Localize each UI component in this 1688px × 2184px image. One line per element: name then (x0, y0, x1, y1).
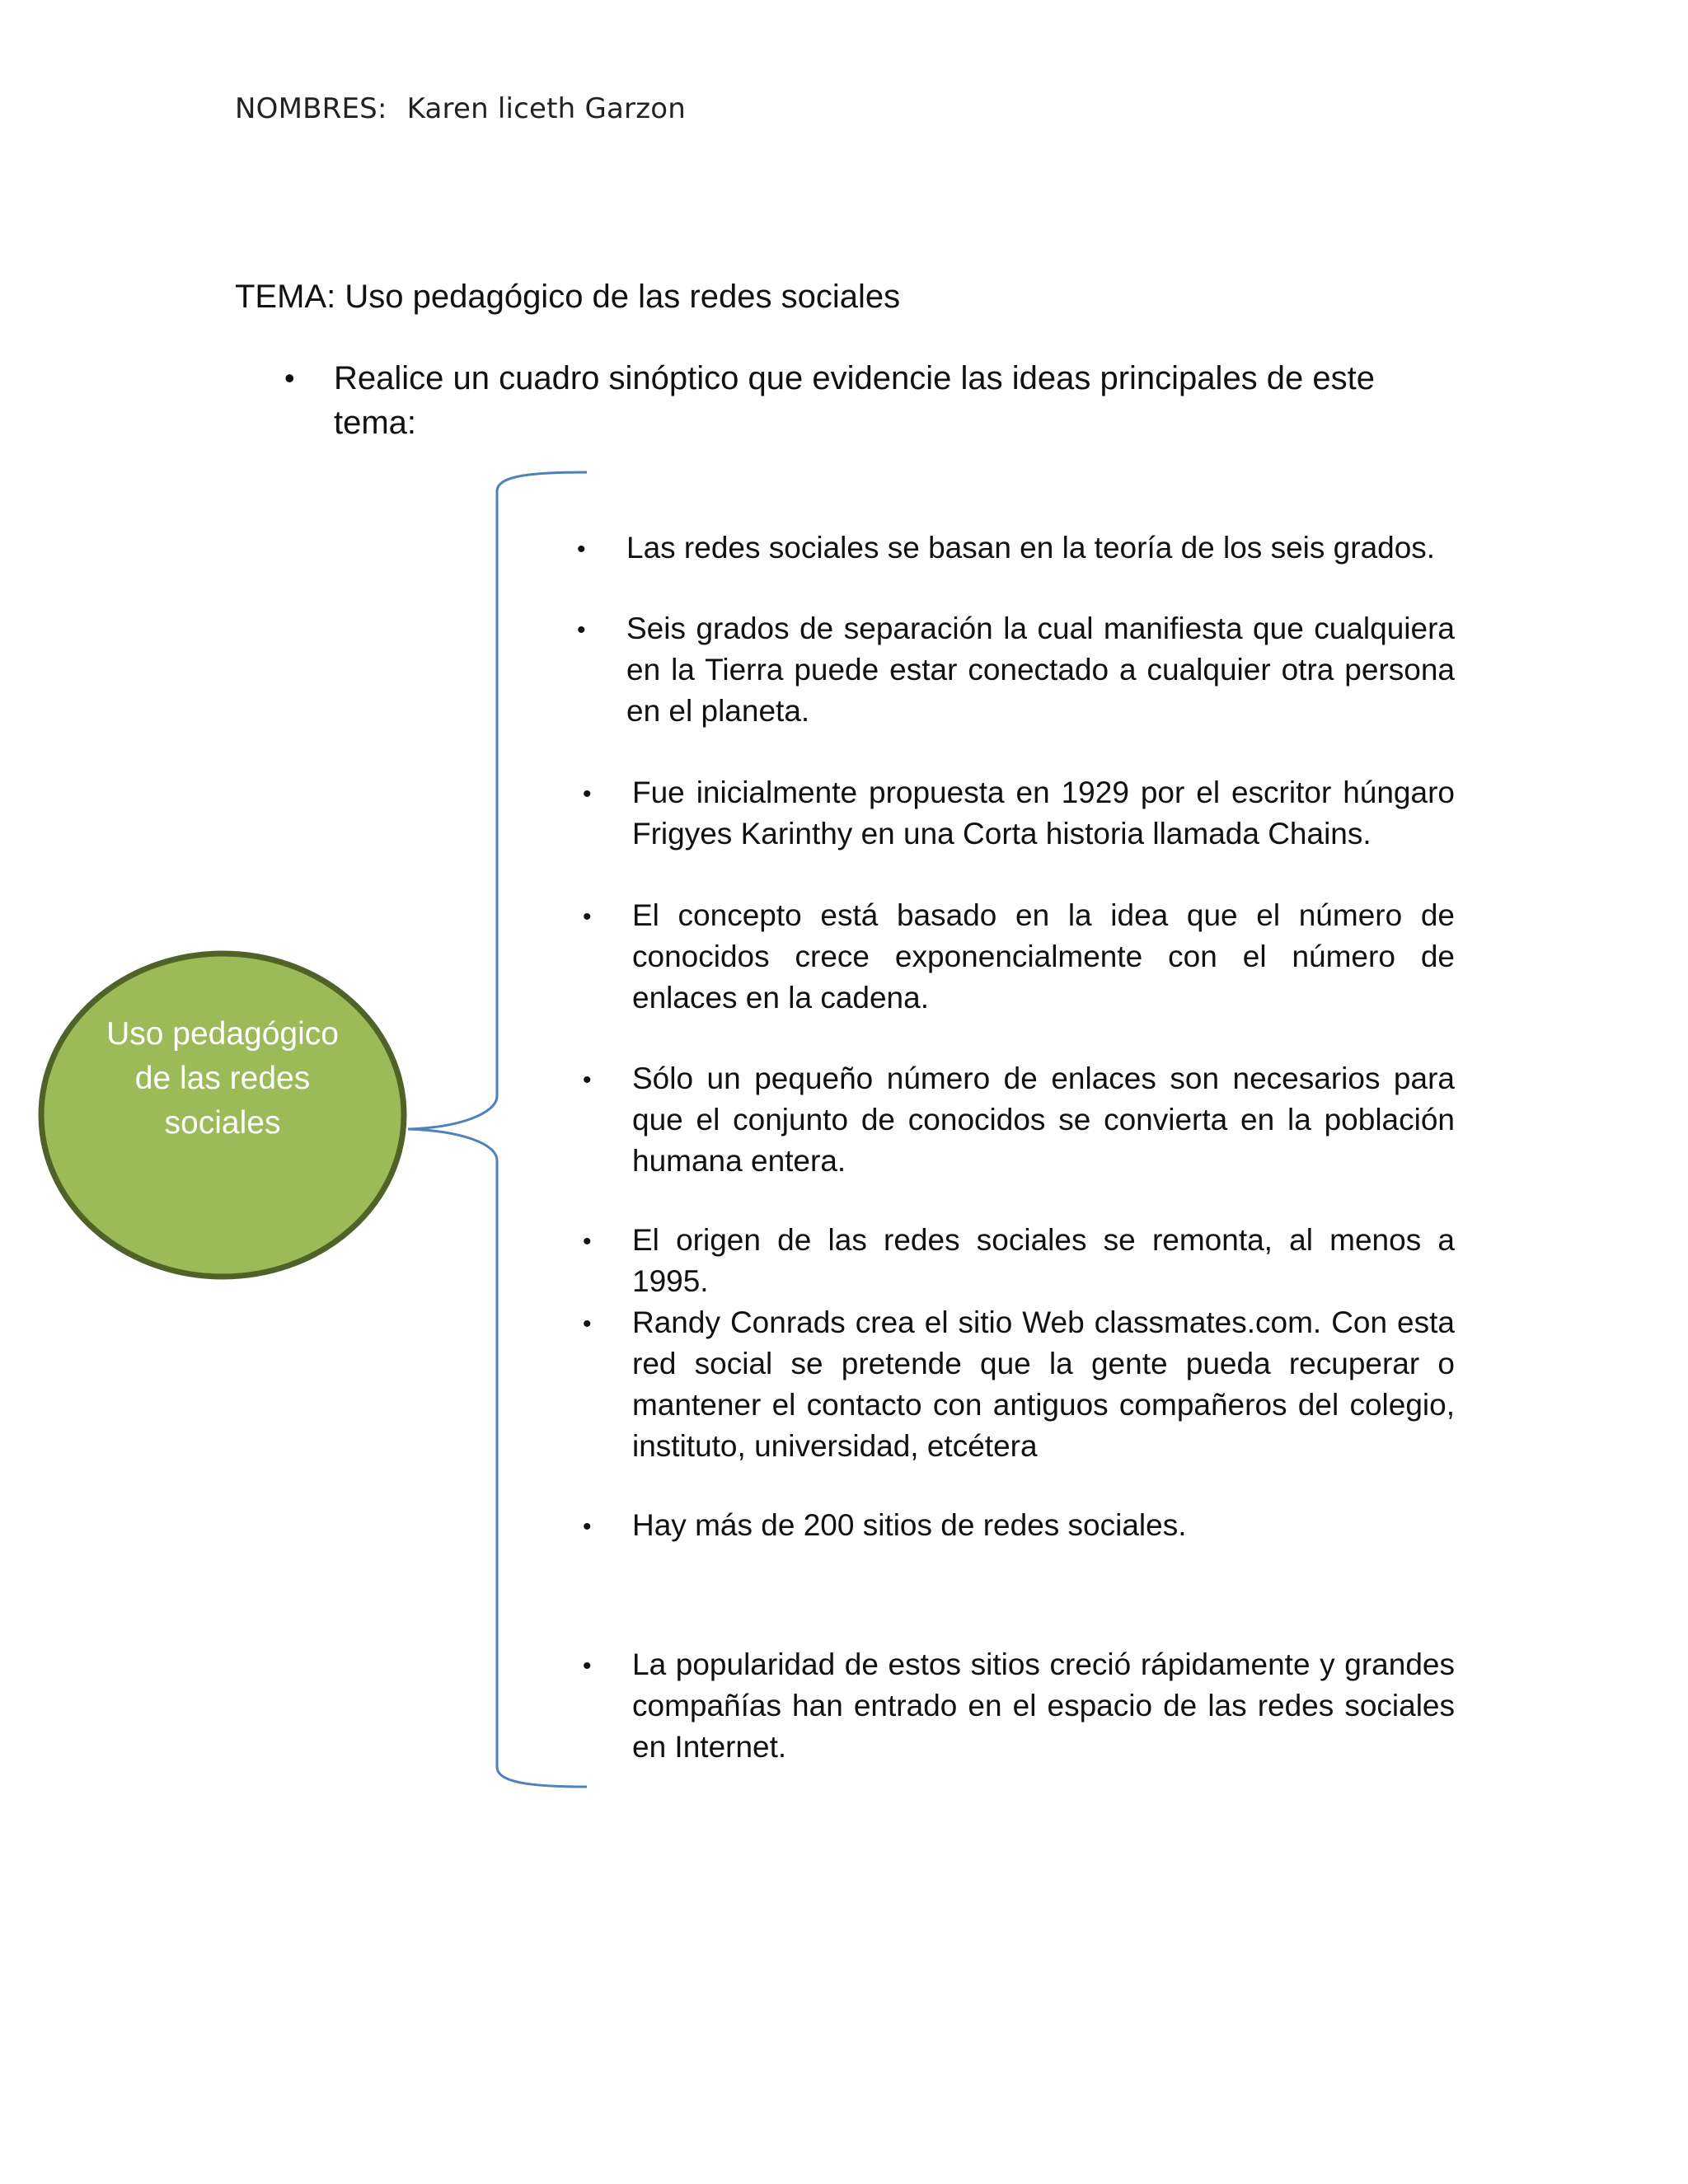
idea-text: La popularidad de estos sitios creció rápidamente y grandes compañías han entrado en el espacio de las redes sociales en Internet. (632, 1647, 1455, 1764)
idea-item (583, 772, 1455, 855)
idea-item (583, 1505, 1455, 1546)
bullet-icon: • (583, 780, 592, 808)
bullet-icon: • (583, 1652, 592, 1680)
idea-item (577, 527, 1455, 569)
idea-text: Randy Conrads crea el sitio Web classmates.com. Con esta red social se pretende que la gente pueda recuperar o mantener el contacto con antiguos compañeros del colegio, instituto, universidad, etcétera (632, 1305, 1455, 1463)
bullet-icon: • (583, 1228, 592, 1255)
idea-text: Las redes sociales se basan en la teoría de los seis grados. (626, 531, 1436, 565)
bullet-icon: • (583, 1310, 592, 1338)
instruction-bullet: • (284, 361, 295, 395)
idea-text: Sólo un pequeño número de enlaces son necesarios para que el conjunto de conocidos se convierta en la población humana entera. (632, 1062, 1455, 1178)
topic-title: TEMA: Uso pedagógico de las redes sociales (235, 279, 901, 315)
student-name: Karen liceth Garzon (406, 92, 686, 125)
curly-brace (408, 472, 587, 1787)
idea-text: Fue inicialmente propuesta en 1929 por el escritor húngaro Frigyes Karinthy en una Corta historia llamada Chains. (632, 776, 1455, 851)
bullet-icon: • (583, 1066, 592, 1094)
idea-text: El concepto está basado en la idea que el número de conocidos crece exponencialmente con el número de enlaces en la cadena. (632, 898, 1455, 1015)
idea-item (583, 895, 1455, 1019)
bullet-icon: • (577, 536, 586, 563)
idea-item (583, 1220, 1455, 1302)
bullet-icon: • (577, 616, 586, 644)
idea-item (577, 608, 1455, 732)
idea-text: El origen de las redes sociales se remonta, al menos a 1995. (632, 1223, 1455, 1298)
names-label: NOMBRES: (235, 92, 387, 125)
idea-item (583, 1644, 1455, 1768)
bullet-icon: • (583, 903, 592, 930)
idea-text: Hay más de 200 sitios de redes sociales. (632, 1508, 1187, 1542)
bullet-icon: • (583, 1513, 592, 1540)
central-node-label: Uso pedagógico de las redes sociales (106, 1016, 339, 1141)
instruction-text: Realice un cuadro sinóptico que evidencie las ideas principales de este tema: (334, 360, 1376, 441)
idea-item (583, 1302, 1455, 1467)
idea-text: Seis grados de separación la cual manifiesta que cualquiera en la Tierra puede estar conectado a cualquier otra persona en el planeta. (626, 612, 1455, 728)
idea-item (583, 1058, 1455, 1182)
